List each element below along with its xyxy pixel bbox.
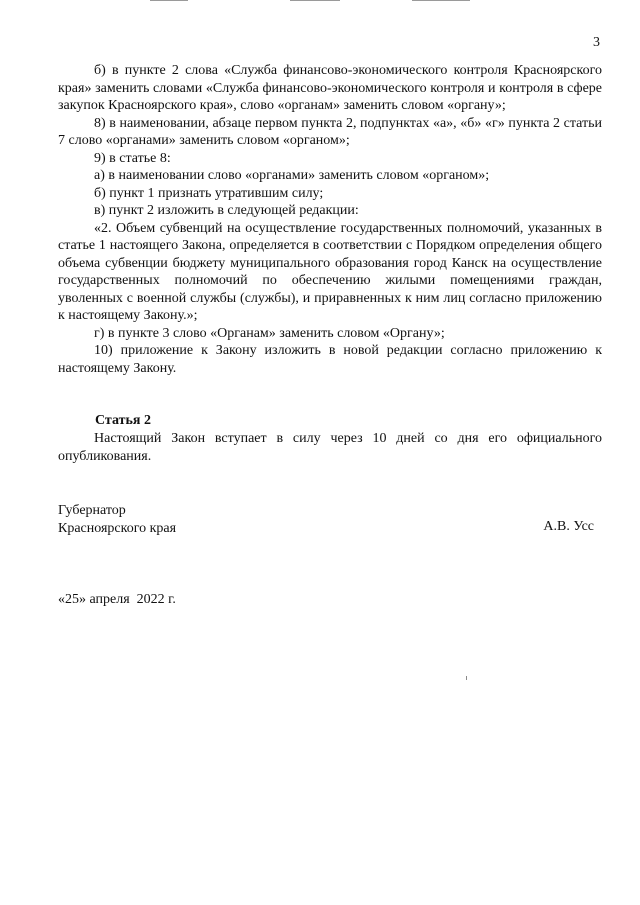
paragraph: а) в наименовании слово «органами» заменить словом «органом»; — [94, 168, 490, 183]
article-2-heading: Статья 2 — [95, 413, 151, 428]
paragraph: б) в пункте 2 слова «Служба финансово-экономического контроля Красноярского края» заменить словами «Служба финансово-экономического контроля и контроля в сфере закупок Красноярского края», слово «органам» заменить словом «органу»; — [58, 63, 602, 113]
paragraph: Настоящий Закон вступает в силу через 10 дней со дня его официального опубликования. — [58, 431, 602, 464]
paragraph: 10) приложение к Закону изложить в новой редакции согласно приложению к настоящему Закону. — [58, 343, 602, 376]
amendments-text — [58, 62, 602, 377]
document-date: «25» апреля 2022 г. — [58, 592, 176, 607]
signature-title-line: Красноярского края — [58, 520, 177, 536]
scan-mark — [290, 0, 340, 1]
paragraph: 8) в наименовании, абзаце первом пункта 2, подпунктах «а», «б» «г» пункта 2 статьи 7 слово «органами» заменить словом «органом»; — [58, 115, 602, 148]
paragraph: «2. Объем субвенций на осуществление государственных полномочий, указанных в статье 1 настоящего Закона, определяется в соответствии с Порядком определения общего объема субвенции бюджету муниципального образования город Канск на осуществление государственных полномочий по обеспечению жилыми помещениями граждан, уволенных с военной службы (службы), и приравненных к ним лиц согласно приложению к настоящему Закону.»; — [58, 220, 602, 323]
article-2-text — [58, 430, 602, 465]
scan-mark — [150, 0, 188, 1]
page-number: 3 — [593, 35, 600, 50]
signature-title-line: Губернатор — [58, 503, 126, 518]
paragraph: 9) в статье 8: — [94, 150, 171, 166]
paragraph: б) пункт 1 признать утратившим силу; — [94, 185, 324, 201]
scan-top-marks — [150, 0, 490, 2]
scan-mark — [412, 0, 470, 1]
signature-title — [58, 502, 176, 537]
paragraph: в) пункт 2 изложить в следующей редакции: — [94, 203, 359, 218]
signatory-name: А.В. Усс — [543, 519, 594, 534]
paragraph: г) в пункте 3 слово «Органам» заменить словом «Органу»; — [94, 325, 445, 341]
scan-speck — [466, 676, 467, 680]
